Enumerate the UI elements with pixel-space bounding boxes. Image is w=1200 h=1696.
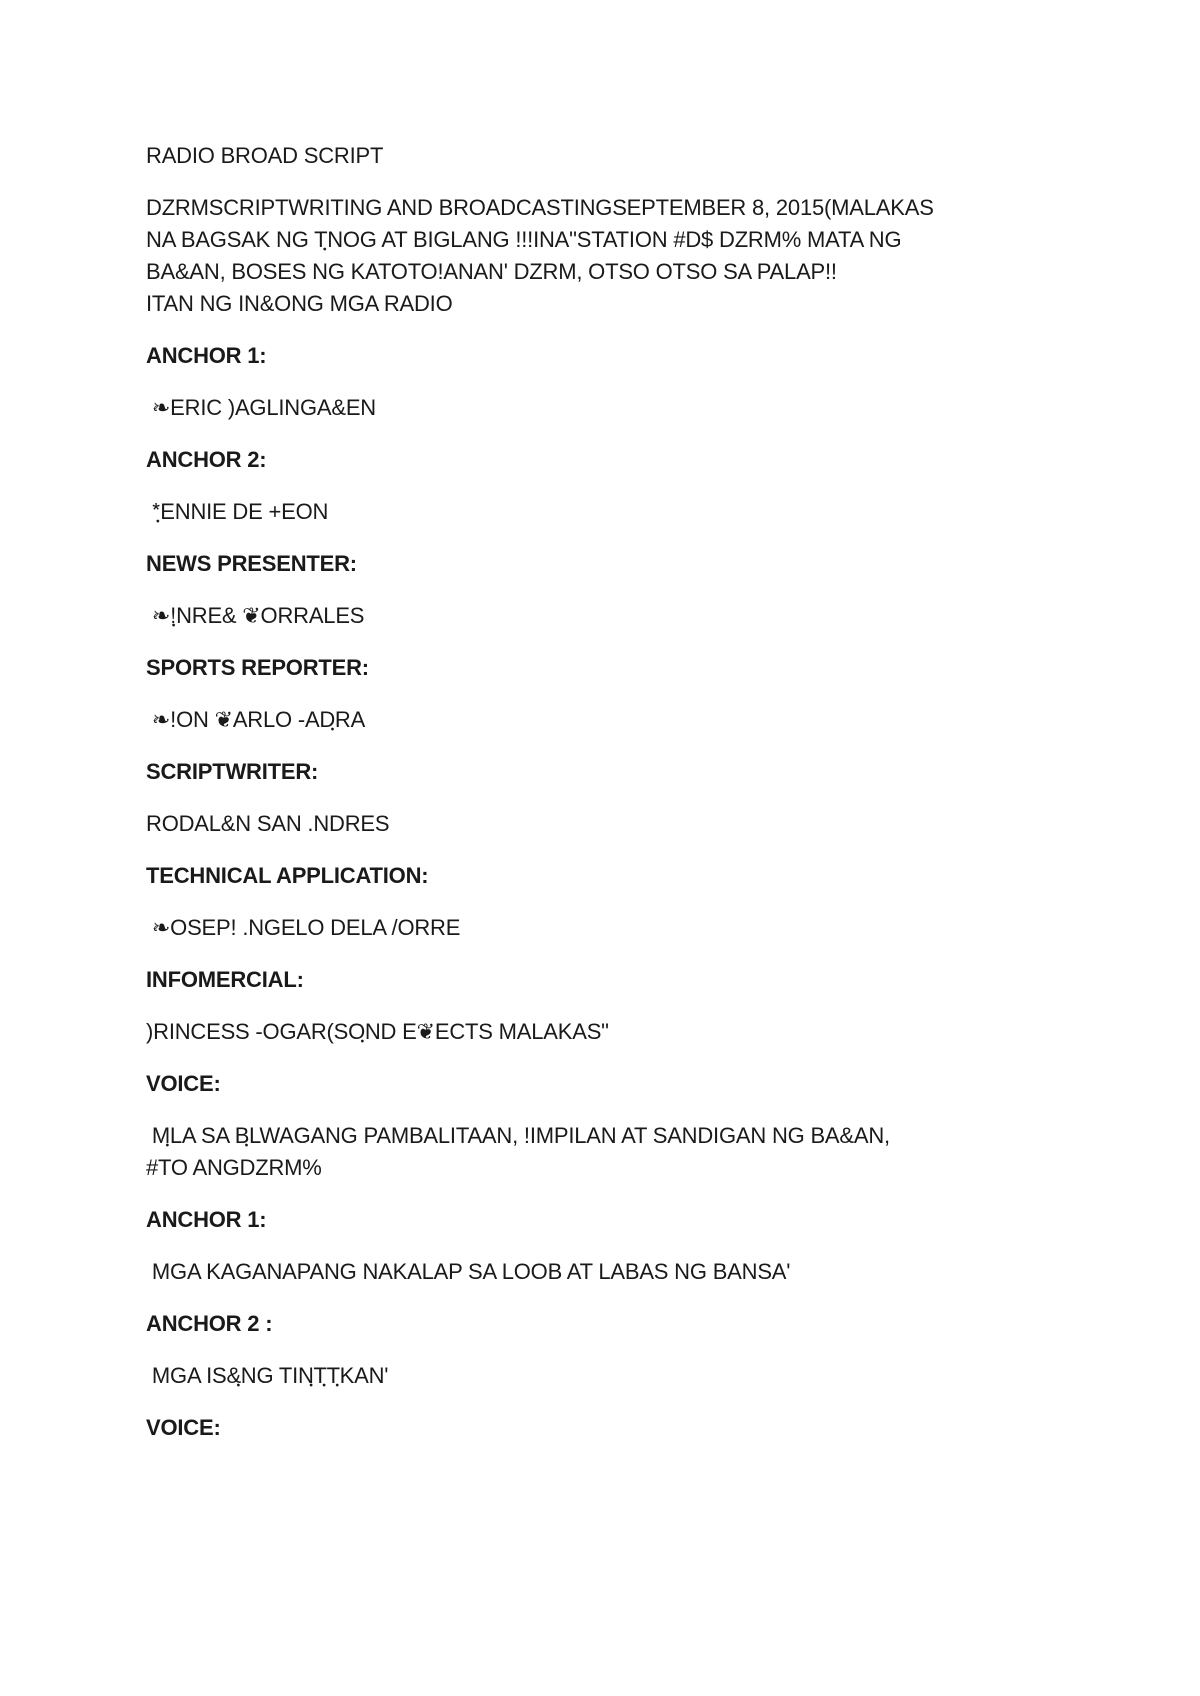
cast-name-anchor-2: *ฺENNIE DE +EON bbox=[146, 499, 329, 524]
intro-line: BA&AN, BOSES NG KATOTO!ANAN' DZRM, OTSO OTSO SA PALAP!! bbox=[146, 259, 837, 284]
intro-line: ITAN NG IN&ONG MGA RADIO bbox=[146, 291, 453, 316]
script-role-voice-2: VOICE: bbox=[146, 1415, 221, 1440]
cast-name-infomercial: )RINCESS -OGAR(SOฺND E❦ECTS MALAKAS" bbox=[146, 1019, 609, 1044]
script-line: #TO ANGDZRM% bbox=[146, 1155, 322, 1180]
intro-line: DZRMSCRIPTWRITING AND BROADCASTINGSEPTEMBER 8, 2015(MALAKAS bbox=[146, 195, 934, 220]
script-line-anchor-1: MGA KAGANAPANG NAKALAP SA LOOB AT LABAS NG BANSA' bbox=[146, 1259, 791, 1284]
script-line-anchor-2: MGA IS&ฺNG TINฺTฺTฺKAN' bbox=[146, 1363, 389, 1388]
cast-role-sports-reporter: SPORTS REPORTER: bbox=[146, 655, 369, 680]
intro-paragraph bbox=[146, 192, 1046, 320]
cast-role-anchor-2: ANCHOR 2: bbox=[146, 447, 267, 472]
cast-name-sports-reporter: ❧!ON ❦ARLO -ADฺRA bbox=[146, 707, 366, 732]
intro-line: NA BAGSAK NG TฺNOG AT BIGLANG !!!INA"STATION #D$ DZRM% MATA NG bbox=[146, 227, 902, 252]
cast-role-anchor-1: ANCHOR 1: bbox=[146, 343, 267, 368]
cast-name-scriptwriter: RODAL&N SAN .NDRES bbox=[146, 811, 390, 836]
cast-role-infomercial: INFOMERCIAL: bbox=[146, 967, 304, 992]
script-role-anchor-1: ANCHOR 1: bbox=[146, 1207, 267, 1232]
cast-role-news-presenter: NEWS PRESENTER: bbox=[146, 551, 357, 576]
script-line-voice bbox=[146, 1120, 1046, 1184]
script-line: MฺLA SA BฺLWAGANG PAMBALITAAN, !IMPILAN AT SANDIGAN NG BA&AN, bbox=[146, 1123, 890, 1148]
script-role-anchor-2: ANCHOR 2 : bbox=[146, 1311, 273, 1336]
cast-name-news-presenter: ❧!ฺNRE& ❦ORRALES bbox=[146, 603, 365, 628]
cast-name-technical-application: ❧OSEP! .NGELO DELA /ORRE bbox=[146, 915, 461, 940]
cast-role-technical-application: TECHNICAL APPLICATION: bbox=[146, 863, 429, 888]
cast-name-anchor-1: ❧ERIC )AGLINGA&EN bbox=[146, 395, 376, 420]
script-role-voice: VOICE: bbox=[146, 1071, 221, 1096]
document-page bbox=[146, 140, 1046, 1464]
document-title: RADIO BROAD SCRIPT bbox=[146, 143, 384, 168]
cast-role-scriptwriter: SCRIPTWRITER: bbox=[146, 759, 319, 784]
